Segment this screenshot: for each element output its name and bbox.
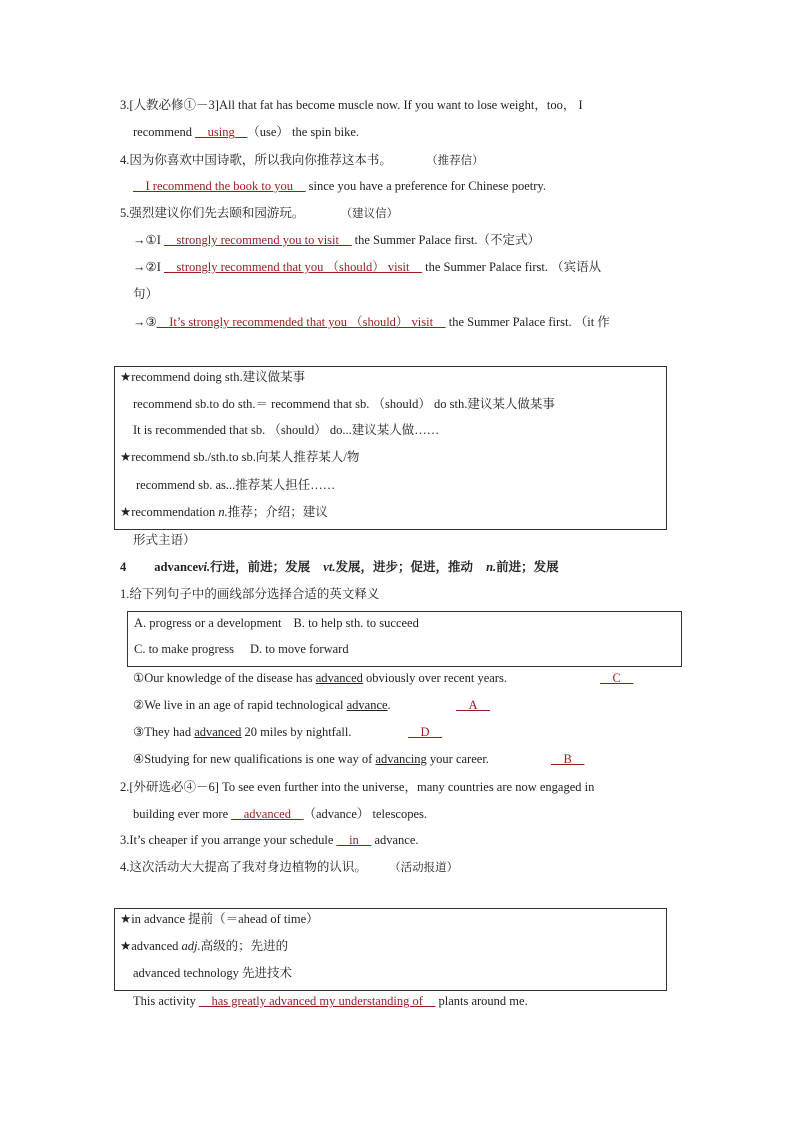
q3-line2 <box>133 124 359 140</box>
s1-underlined: advanced <box>315 671 363 685</box>
q5-answer2-cont: 句） <box>133 287 159 301</box>
section-4-heading <box>120 559 559 575</box>
s3-underlined: advanced <box>194 725 242 739</box>
box2-l2-post: 高级的；先进的 <box>200 939 289 953</box>
s3-answer: __D__ <box>408 725 443 739</box>
s2-answer: __A__ <box>456 698 491 712</box>
options-row2 <box>134 641 349 657</box>
s4-pre: ④Studying for new qualifications is one way of <box>133 752 376 766</box>
t2-pre: building ever more <box>133 807 232 821</box>
sec4-m2: 发展，进步；促进，推动 <box>335 560 473 574</box>
box1-l6-pre: ★recommendation <box>120 505 219 519</box>
box2-line1: ★in advance 提前（＝ahead of time） <box>120 912 319 926</box>
q3-line1: 3.[人教必修①－3]All that fat has become muscle now. If you want to lose weight，too， I <box>120 98 583 112</box>
q3-pre: recommend <box>133 125 196 139</box>
q5-answer3-line <box>133 314 610 330</box>
q5-a3-pre: →③ <box>133 315 157 329</box>
options-row1 <box>134 615 419 631</box>
t2-post: （advance） telescopes. <box>303 807 428 821</box>
q4-answer-line <box>133 178 546 194</box>
sec4-m1: 行进，前进；发展 <box>210 560 311 574</box>
q5-a1-post: the Summer Palace first.（不定式） <box>351 233 540 247</box>
q5-a1: __strongly recommend you to visit__ <box>164 233 352 247</box>
box2-line2 <box>120 938 288 954</box>
sec4-m3: 前进；发展 <box>496 560 559 574</box>
task4-answer-line <box>133 993 528 1009</box>
box2-l2-pre: ★advanced <box>120 939 182 953</box>
option-c: C. to make progress <box>134 642 234 656</box>
task4-prompt-line <box>120 859 458 876</box>
s1-post: obviously over recent years. <box>362 671 507 685</box>
s4-underlined: advancing <box>375 752 427 766</box>
s3-post: 20 miles by nightfall. <box>241 725 352 739</box>
box1-l6-post: 推荐；介绍；建议 <box>227 505 328 519</box>
q4-prompt-line <box>120 152 484 169</box>
sentence-2 <box>133 697 391 713</box>
t4-post: plants around me. <box>435 994 528 1008</box>
q4-hint: （推荐信） <box>431 155 484 167</box>
sec4-word: advance <box>154 560 198 574</box>
q5-answer1-line <box>133 232 540 248</box>
s1-answer: __C__ <box>600 671 634 685</box>
t2-answer: __advanced__ <box>231 807 304 821</box>
sec4-pos3: n. <box>486 560 497 574</box>
t4-answer: __has greatly advanced my understanding of__ <box>198 994 436 1008</box>
s1-pre: ①Our knowledge of the disease has <box>133 671 316 685</box>
q5-prompt: 5.强烈建议你们先去颐和园游玩。 <box>120 206 305 220</box>
q5-answer3-cont: 形式主语） <box>133 533 196 547</box>
box2-l2-pos: adj. <box>181 939 201 953</box>
task2-line1: 2.[外研选必④－6] To see even further into the universe，many countries are now engaged in <box>120 780 595 794</box>
sentence-4 <box>133 751 489 767</box>
q3-post: （use） the spin bike. <box>247 125 360 139</box>
s4-post: your career. <box>426 752 489 766</box>
option-d: D. to move forward <box>249 642 349 656</box>
task2-line2 <box>133 806 427 822</box>
sec4-task1: 1.给下列句子中的画线部分选择合适的英文释义 <box>120 587 380 601</box>
box1-line4: ★recommend sb./sth.to sb.向某人推荐某人/物 <box>120 450 360 464</box>
sentence-1 <box>133 670 507 686</box>
s2-post: . <box>387 698 391 712</box>
sec4-num: 4 <box>120 560 127 574</box>
q5-a2: __strongly recommend that you （should） visit__ <box>164 260 422 274</box>
t3-post: advance. <box>371 833 419 847</box>
s4-answer: __B__ <box>551 752 585 766</box>
t4-hint: （活动报道） <box>394 862 459 874</box>
s2-underlined: advance <box>346 698 388 712</box>
option-a: A. progress or a development <box>134 616 282 630</box>
sec4-pos2: vt. <box>323 560 336 574</box>
t3-pre: 3.It’s cheaper if you arrange your schedule <box>120 833 337 847</box>
q5-a2-post: the Summer Palace first. （宾语从 <box>421 260 602 274</box>
q5-a3: __It’s strongly recommended that you （should） visit__ <box>156 315 446 329</box>
sentence-3 <box>133 724 351 740</box>
q5-answer2-line <box>133 259 601 275</box>
box2-line3: advanced technology 先进技术 <box>133 966 292 980</box>
q5-prompt-line <box>120 205 398 222</box>
q4-answer: __I recommend the book to you__ <box>133 179 306 193</box>
box1-line6 <box>120 504 328 520</box>
q5-a1-pre: →①I <box>133 233 164 247</box>
q3-answer: __using__ <box>195 125 248 139</box>
option-b: B. to help sth. to succeed <box>293 616 419 630</box>
q5-hint: （建议信） <box>346 208 399 220</box>
q5-a2-pre: →②I <box>133 260 164 274</box>
t4-pre: This activity <box>133 994 199 1008</box>
task3-line <box>120 832 419 848</box>
box1-line2: recommend sb.to do sth.＝ recommend that sb. （should） do sth.建议某人做某事 <box>133 397 555 411</box>
q5-a3-post: the Summer Palace first. （it 作 <box>445 315 610 329</box>
s3-pre: ③They had <box>133 725 195 739</box>
box1-line1: ★recommend doing sth.建议做某事 <box>120 370 306 384</box>
t3-answer: __in__ <box>336 833 372 847</box>
box1-line3: It is recommended that sb. （should） do...建议某人做…… <box>133 423 440 437</box>
box1-line5: recommend sb. as...推荐某人担任…… <box>136 478 336 492</box>
q4-post: since you have a preference for Chinese poetry. <box>305 179 546 193</box>
q4-prompt: 4.因为你喜欢中国诗歌，所以我向你推荐这本书。 <box>120 153 392 167</box>
sec4-pos1: vi. <box>198 560 211 574</box>
t4-prompt: 4.这次活动大大提高了我对身边植物的认识。 <box>120 860 367 874</box>
s2-pre: ②We live in an age of rapid technological <box>133 698 347 712</box>
box1-l6-pos: n. <box>218 505 228 519</box>
